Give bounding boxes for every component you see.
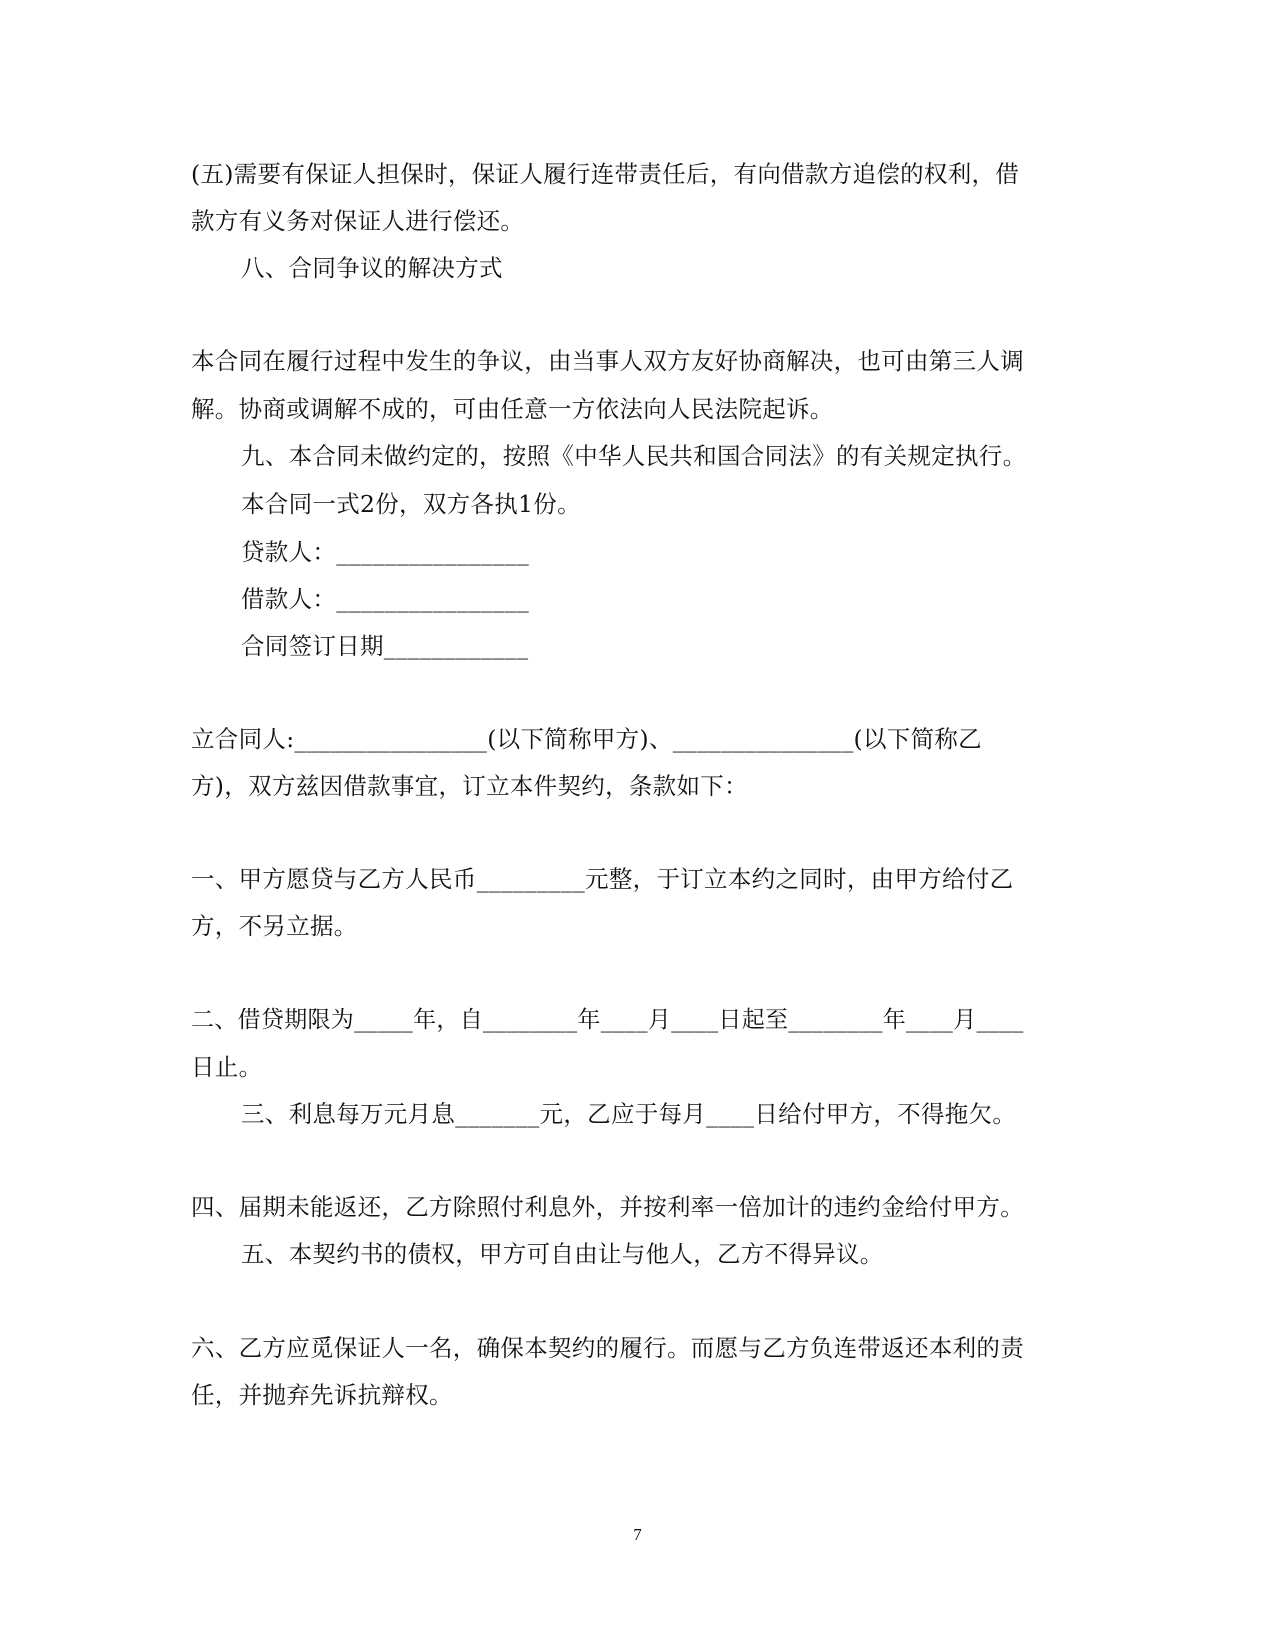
clause-five-line: 五、本契约书的债权，甲方可自由让与他人，乙方不得异议。 — [241, 1240, 884, 1268]
signature-line-borrower: 借款人：________________ — [241, 585, 529, 613]
clause-six-line-1: 六、乙方应觅保证人一名，确保本契约的履行。而愿与乙方负连带返还本利的责 — [191, 1334, 1024, 1362]
text-line-dispute-2: 解。协商或调解不成的，可由任意一方依法向人民法院起诉。 — [191, 395, 834, 423]
text-line-guarantor-recourse-2: 款方有义务对保证人进行偿还。 — [191, 207, 525, 235]
clause-four-line: 四、届期未能返还，乙方除照付利息外，并按利率一倍加计的违约金给付甲方。 — [191, 1193, 1024, 1221]
text-line-copies: 本合同一式2份，双方各执1份。 — [241, 490, 581, 518]
text-line-parties-1: 立合同人:________________(以下简称甲方)、_______________(以下简称乙 — [191, 725, 982, 753]
section-heading-dispute-resolution: 八、合同争议的解决方式 — [241, 254, 503, 282]
signature-line-lender: 贷款人：________________ — [241, 538, 529, 566]
clause-six-line-2: 任，并抛弃先诉抗辩权。 — [191, 1381, 453, 1409]
text-line-contract-law: 九、本合同未做约定的，按照《中华人民共和国合同法》的有关规定执行。 — [241, 442, 1027, 470]
text-line-guarantor-recourse-1: (五)需要有保证人担保时，保证人履行连带责任后，有向借款方追偿的权利，借 — [191, 160, 1020, 188]
clause-three-line: 三、利息每万元月息_______元，乙应于每月____日给付甲方，不得拖欠。 — [241, 1100, 1017, 1128]
clause-one-line-1: 一、甲方愿贷与乙方人民币_________元整，于订立本约之同时，由甲方给付乙 — [191, 865, 1014, 893]
clause-one-line-2: 方，不另立据。 — [191, 912, 358, 940]
clause-two-line-2: 日止。 — [191, 1053, 263, 1081]
signature-line-sign-date: 合同签订日期____________ — [241, 632, 529, 660]
clause-two-line-1: 二、借贷期限为_____年，自________年____月____日起至________年____月____ — [191, 1007, 1024, 1033]
text-line-dispute-1: 本合同在履行过程中发生的争议，由当事人双方友好协商解决，也可由第三人调 — [191, 347, 1024, 375]
text-line-parties-2: 方)，双方兹因借款事宜，订立本件契约，条款如下： — [191, 772, 748, 800]
page-number: 7 — [633, 1525, 642, 1544]
